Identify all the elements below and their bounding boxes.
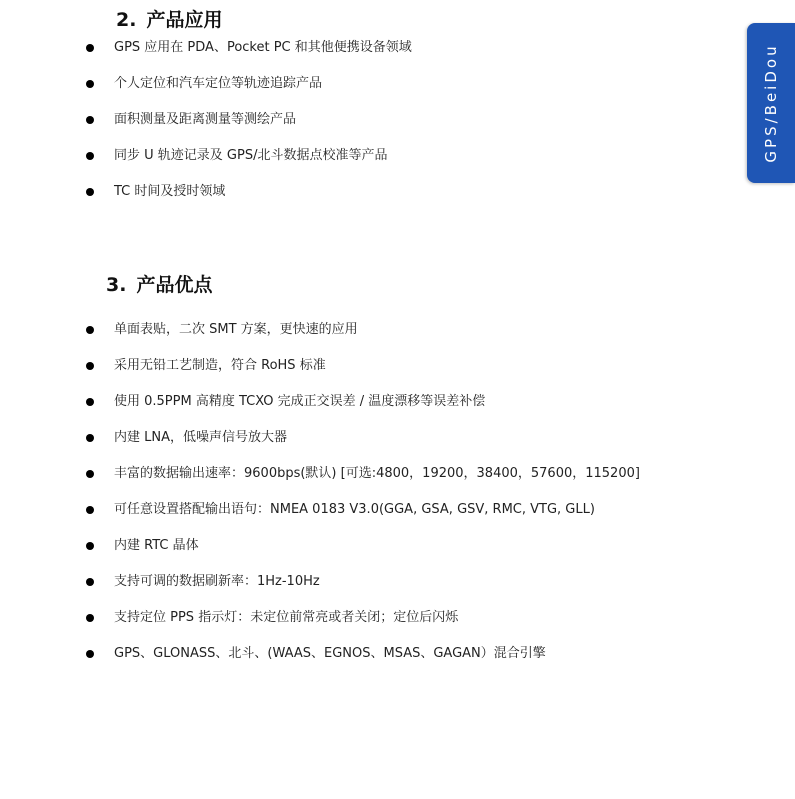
list-item-text: 采用无铅工艺制造，符合 RoHS 标准 bbox=[114, 358, 326, 373]
bullet-icon bbox=[86, 326, 94, 334]
gps-beidou-side-tab[interactable] bbox=[747, 23, 795, 183]
bullet-icon bbox=[86, 506, 94, 514]
list-item-text: 单面表贴，二次 SMT 方案，更快速的应用 bbox=[114, 322, 358, 337]
list-item bbox=[84, 356, 640, 392]
list-item-text: 支持定位 PPS 指示灯：未定位前常亮或者关闭；定位后闪烁 bbox=[114, 610, 459, 625]
bullet-icon bbox=[86, 650, 94, 658]
section-number: 3. bbox=[106, 274, 127, 296]
list-item-text: 使用 0.5PPM 高精度 TCXO 完成正交误差 / 温度漂移等误差补偿 bbox=[114, 394, 486, 409]
list-item-text: 可任意设置搭配输出语句：NMEA 0183 V3.0(GGA, GSA, GSV, RMC, VTG, GLL) bbox=[114, 502, 595, 517]
bullet-icon bbox=[86, 542, 94, 550]
list-item bbox=[84, 572, 640, 608]
list-item bbox=[84, 392, 640, 428]
bullet-icon bbox=[86, 614, 94, 622]
list-item bbox=[84, 38, 412, 74]
list-item-text: 支持可调的数据刷新率：1Hz-10Hz bbox=[114, 574, 320, 589]
section-title-advantages bbox=[106, 273, 212, 297]
list-item bbox=[84, 74, 412, 110]
section-heading: 产品优点 bbox=[136, 274, 213, 296]
section-heading: 产品应用 bbox=[146, 9, 223, 31]
list-item-text: GPS、GLONASS、北斗、(WAAS、EGNOS、MSAS、GAGAN）混合引擎 bbox=[114, 646, 546, 661]
list-item-text: 个人定位和汽车定位等轨迹追踪产品 bbox=[114, 76, 323, 91]
list-item-text: 丰富的数据输出速率：9600bps(默认) [可选:4800，19200，38400，57600，115200] bbox=[114, 466, 640, 481]
bullet-icon bbox=[86, 116, 94, 124]
list-item bbox=[84, 608, 640, 644]
list-item-text: 内建 LNA，低噪声信号放大器 bbox=[114, 430, 287, 445]
list-item bbox=[84, 500, 640, 536]
section-title-applications bbox=[116, 8, 222, 32]
bullet-icon bbox=[86, 578, 94, 586]
list-item-text: GPS 应用在 PDA、Pocket PC 和其他便携设备领域 bbox=[114, 40, 412, 55]
list-item-text: 内建 RTC 晶体 bbox=[114, 538, 199, 553]
bullet-icon bbox=[86, 434, 94, 442]
applications-list bbox=[84, 38, 412, 218]
list-item bbox=[84, 464, 640, 500]
bullet-icon bbox=[86, 152, 94, 160]
bullet-icon bbox=[86, 44, 94, 52]
bullet-icon bbox=[86, 362, 94, 370]
list-item bbox=[84, 110, 412, 146]
list-item bbox=[84, 320, 640, 356]
bullet-icon bbox=[86, 470, 94, 478]
bullet-icon bbox=[86, 80, 94, 88]
advantages-list bbox=[84, 320, 640, 680]
bullet-icon bbox=[86, 398, 94, 406]
list-item bbox=[84, 146, 412, 182]
list-item-text: 同步 U 轨迹记录及 GPS/北斗数据点校准等产品 bbox=[114, 148, 388, 163]
list-item-text: TC 时间及授时领域 bbox=[114, 184, 226, 199]
list-item bbox=[84, 644, 640, 680]
section-number: 2. bbox=[116, 9, 137, 31]
side-tab-label: GPS/BeiDou bbox=[762, 43, 780, 163]
list-item-text: 面积测量及距离测量等测绘产品 bbox=[114, 112, 297, 127]
bullet-icon bbox=[86, 188, 94, 196]
list-item bbox=[84, 536, 640, 572]
list-item bbox=[84, 428, 640, 464]
list-item bbox=[84, 182, 412, 218]
